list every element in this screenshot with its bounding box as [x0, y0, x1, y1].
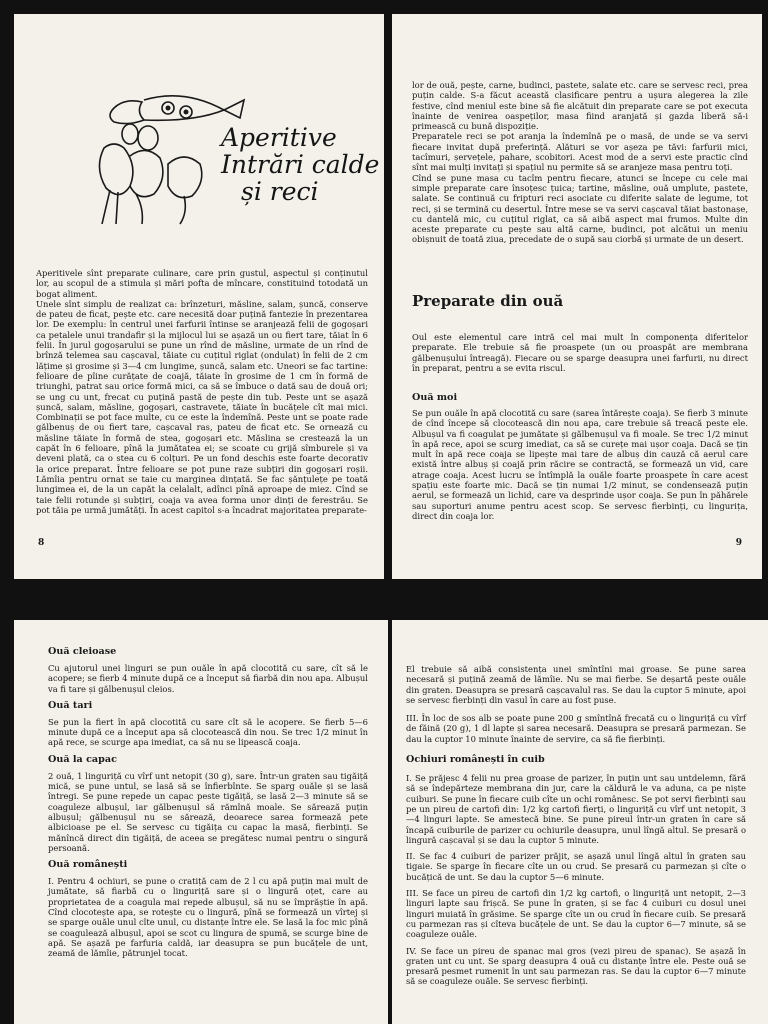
section-intro: Oul este elementul care intră cel mai mult în componența diferitelor preparate. Ele trebuie să fie proaspete (un ou proaspăt are membrana gălbenușului întreagă). Fiecare ou se sparge deasupra unei farfurii, nu direct în preparat, pentru a se evita riscul.: [412, 332, 748, 373]
chapter-title-line-1: Aperitive: [221, 123, 337, 152]
page-number: 9: [735, 538, 742, 548]
recipe-text: Cu ajutorul unei linguri se pun ouăle în apă clocotită cu sare, cît să le acopere; se fierb 4 minute după ce a început să fiarbă din nou apa. Albușul va fi tare și gălbenușul cleios.: [48, 663, 368, 694]
chapter-title-line-2: Intrări calde: [221, 150, 380, 179]
paragraph: Unele sînt simplu de realizat ca: brînzeturi, măsline, salam, șuncă, conserve de pateu de ficat, pește etc. care necesită doar puțină fantezie în prezentarea lor. De exemplu: în centrul unei farfurii întinse se aranjează felii de gogoșari ca petalele unui trandafir și la mijlocul lui se așază un ou fiert tare, tăiat în 6 felii. În jurul gogoșarului se pune un rînd de măsline, urmate de un rînd de brînză telemea sau cașcaval, tăiate cu cuțitul riglat (ondulat) în felii de 2 cm lățime și grosime și 3—4 cm lungime, șuncă, salam etc. Uneori se fac tartine: felioare de pîine curățate de coajă, tăiate în grosime de 1 cm în formă de triunghi, patrat sau orice formă mici, ca să se îmbuce o dată sau de două ori; se ung cu unt, frecat cu puțină pastă de pește din tub. Peste unt se așază șuncă, salam, măsline, gogoșari, castravete, tăiate în bucățele cît mai mici. Combinații se pot face multe, cu ce este la îndemînă. Peste unt se poate rade gălbenuș de ou fiert tare, cașcaval ras, pateu de ficat etc. Se ornează cu măsline tăiate în formă de stea, gogoșari etc. Măslina se crestează la un capăt în 6 felioare, pînă la jumătatea ei; se scoate cu grijă sîmburele și va deveni plată, ca o stea cu 6 colțuri. Pe un fond deschis este foarte decorativ la orice preparat. Între felioare se pot pune raze subțiri din gogoșari roșii. Lămîia pentru ornat se taie cu marginea dințată. Se fac șănțulețe pe toată lungimea ei, de la un capăt la celalalt, adînci pînă aproape de miez. Cînd se taie felii rotunde și subțiri, coaja va avea forma unor dinți de ferestrău. Se pot tăia pe urmă jumătăți. În acest capitol s-a încadrat majoritatea preparate-: [36, 298, 368, 515]
paragraph: Preparatele reci se pot aranja la îndemînă pe o masă, de unde se va servi fiecare invitat după preferință. Alături se vor așeza pe tăvi: farfurii mici, tacîmuri, șervețele, pahare, scobitori. Acest mod de a servi este practic cînd sînt mai mulți invitați și spațiul nu permite să se aranjeze masa pentru toți.: [412, 131, 748, 173]
variant-text: I. Se prăjesc 4 felii nu prea groase de parizer, în puțin unt sau untdelemn, fără să se îndepărteze membrana din jur, care la căldură le va aduna, ca pe niște cuiburi. Se pune în fiecare cuib cîte un ochi românesc. Se pot servi fierbinți sau pe un pireu de cartofi din: 1/2 kg cartofi fierți, o linguriță cu vîrf unt netopit, 3—4 linguri lapte. Se amestecă bine. Se pune pireul într-un graten în care să încapă cuiburile de parizer cu ochiurile deasupra, unul lîngă altul. Se presară o lingură cașcaval și se dau la cuptor 5 minute.: [406, 773, 746, 845]
section-title: Ochiuri românești în cuib: [406, 754, 545, 766]
chapter-title-line-3: și reci: [241, 177, 319, 206]
recipe: [48, 700, 368, 748]
variant-text: III. În loc de sos alb se poate pune 200 g smîntînă frecată cu o linguriță cu vîrf de făină (20 g), 1 dl lapte și sarea necesară. Deasupra se presară parmezan. Se dau la cuptor 10 minute înainte de servire, ca să fie fierbinți.: [406, 713, 746, 744]
recipes: [48, 646, 368, 964]
page-11: [392, 620, 768, 1024]
page-9: [392, 14, 762, 579]
recipe-title: Ouă tari: [48, 699, 93, 711]
paragraph: Aperitivele sînt preparate culinare, care prin gustul, aspectul și conținutul lor, au scopul de a stimula și mări pofta de mîncare, constituind totodată un bogat aliment.: [36, 268, 368, 299]
recipe-title: Ouă la capac: [48, 753, 117, 765]
recipe: [48, 754, 368, 853]
subsection-title: Ouă moi: [412, 392, 458, 403]
variant-text: II. Se fac 4 cuiburi de parizer prăjit, se așază unul lîngă altul în graten sau tigaie. Se sparge în fiecare cîte un ou crud. Se presară cu parmezan și cîte o bucățică de unt. Se dau la cuptor 5—6 minute.: [406, 851, 746, 882]
recipe-text: 2 ouă, 1 linguriță cu vîrf unt netopit (30 g), sare. Într-un graten sau tigăiță mică, se pune untul, se lasă să se înfierbînte. Se sparg ouăle și se lasă întregi. Se pune repede un capac peste tigăiță, se lasă 2—3 minute să se coaguleze albușul, iar gălbenușul să rămînă moale. Se sărează puțin albușul; gălbenușul nu se sărează, deoarece sarea formează pete albicioase pe el. Se servesc cu tigăița cu capac la masă, fierbinți. Se mănîncă direct din tigăiță, de aceea se pregătesc numai pentru o singură persoană.: [48, 770, 368, 853]
recipe-title: Ouă cleioase: [48, 646, 117, 657]
page-10: [14, 620, 388, 1024]
paragraph: Cînd se pune masa cu tacîm pentru fiecare, atunci se începe cu cele mai simple preparate care însoțesc țuica; tartine, măsline, ouă umplute, pastete, salate. Se continuă cu fripturi reci asociate cu diferite salate de legume, tot reci, și se termină cu desertul. Între mese se va servi cașcaval tăiat bastonașe, cu dantelă mic, cu cuțitul riglat, ca să aibă aspect mai frumos. Multe din aceste preparate cu pește sau altă carne, budinci, pot alcătui un meniu obișnuit de toată ziua, precedate de o supă sau ciorbă și urmate de un desert.: [412, 172, 748, 245]
page-content: [406, 664, 746, 987]
intro-text: [412, 80, 748, 245]
recipe-text: I. Pentru 4 ochiuri, se pune o cratiță cam de 2 l cu apă puțin mai mult de jumătate, să fiarbă cu o linguriță sare și o lingură oțet, care au proprietatea de a coagula mai repede albușul, să nu se împrăștie în apă. Cînd clocotește apa, se rotește cu o lingură, pînă se formează un vîrtej și se sparge ouăle unul cîte unul, cu distanțe între ele. Se lasă la foc mic pînă se coagulează albușul, apoi se scot cu lingura de spumă, se scurge bine de apă. Se așază pe farfuria caldă, iar deasupra se pun bucățele de unt, zeamă de lămîie, pătrunjel tocat.: [48, 876, 368, 959]
recipe: [48, 646, 368, 694]
intro-text: El trebuie să aibă consistența unei smîntîni mai groase. Se pune sarea necesară și puțină zeamă de lămîie. Nu se mai fierbe. Se deșartă peste ouăle din graten. Deasupra se presară cașcavalul ras. Se dau la cuptor 5 minute, apoi se servesc fierbinți din vasul în care au fost puse.: [406, 664, 746, 705]
recipe: [48, 859, 368, 958]
page-8: [14, 14, 384, 579]
variant-text: IV. Se face un pireu de spanac mai gros (vezi pireu de spanac). Se așază în graten unt cu unt. Se sparg deasupra 4 ouă cu distanțe între ele. Peste ouă se presară pesmet rumenit în unt sau parmezan ras. Se dau la cuptor 6—7 minute să se coaguleze ouăle. Se servesc fierbinți.: [406, 945, 746, 987]
page-number: 8: [38, 538, 45, 548]
section-title: Preparate din ouă: [412, 292, 564, 310]
chapter-title: [221, 124, 381, 205]
variant-text: III. Se face un pireu de cartofi din 1/2 kg cartofi, o linguriță unt netopit, 2—3 linguri lapte sau frișcă. Se pune în graten, și se fac 4 cuiburi cu dosul unei linguri muiată în grăsime. Se sparge cîte un ou crud în fiecare cuib. Se presară cu parmezan ras și cîteva bucățele de unt. Se dau la cuptor 6—7 minute, să se coaguleze ouăle.: [406, 888, 746, 940]
recipe-text: Se pun la fiert în apă clocotită cu sare cît să le acopere. Se fierb 5—6 minute după ce a început apa să clocotească din nou. Se trec 1/2 minut în apă rece, se scurge apa imediat, ca să nu se lipească coaja.: [48, 716, 368, 748]
chapter-body: [36, 268, 368, 515]
recipe-title: Ouă românești: [48, 859, 128, 871]
subsection-text: Se pun ouăle în apă clocotită cu sare (sarea întărește coaja). Se fierb 3 minute de cînd începe să clocotească din nou apa, care trebuie să treacă peste ele. Albușul va fi coagulat pe jumătate și gălbenușul va fi moale. Se trec 1/2 minut în apă rece, apoi se scurg imediat, ca să se curețe mai ușor coaja. Dacă se țin mult în apă rece coaja se lipește mai tare de albuș din cauză că aerul care există între albuș și coajă prin răcire se contractă, se formează un vid, care atrage coaja. Acest lucru se întîmplă la ouăle foarte proaspete în care acest spațiu este foarte mic. Dacă se țin numai 1/2 minut, se condensează puțin aerul, se formează un lichid, care va desprinde ușor coaja. Se pun în păhărele sau suporturi anume pentru acest scop. Se servesc fierbinți, cu lingurița, direct din coaja lor.: [412, 408, 748, 521]
paragraph: lor de ouă, pește, carne, budinci, pastete, salate etc. care se servesc reci, prea puțin calde. S-a făcut această clasificare pentru a ușura alegerea la zile festive, cînd meniul este bine să fie alcătuit din preparate care se pot executa înainte de venirea oaspeților, masa fiind aranjată și gazda liberă să-i primească cu bună dispoziție.: [412, 80, 748, 132]
